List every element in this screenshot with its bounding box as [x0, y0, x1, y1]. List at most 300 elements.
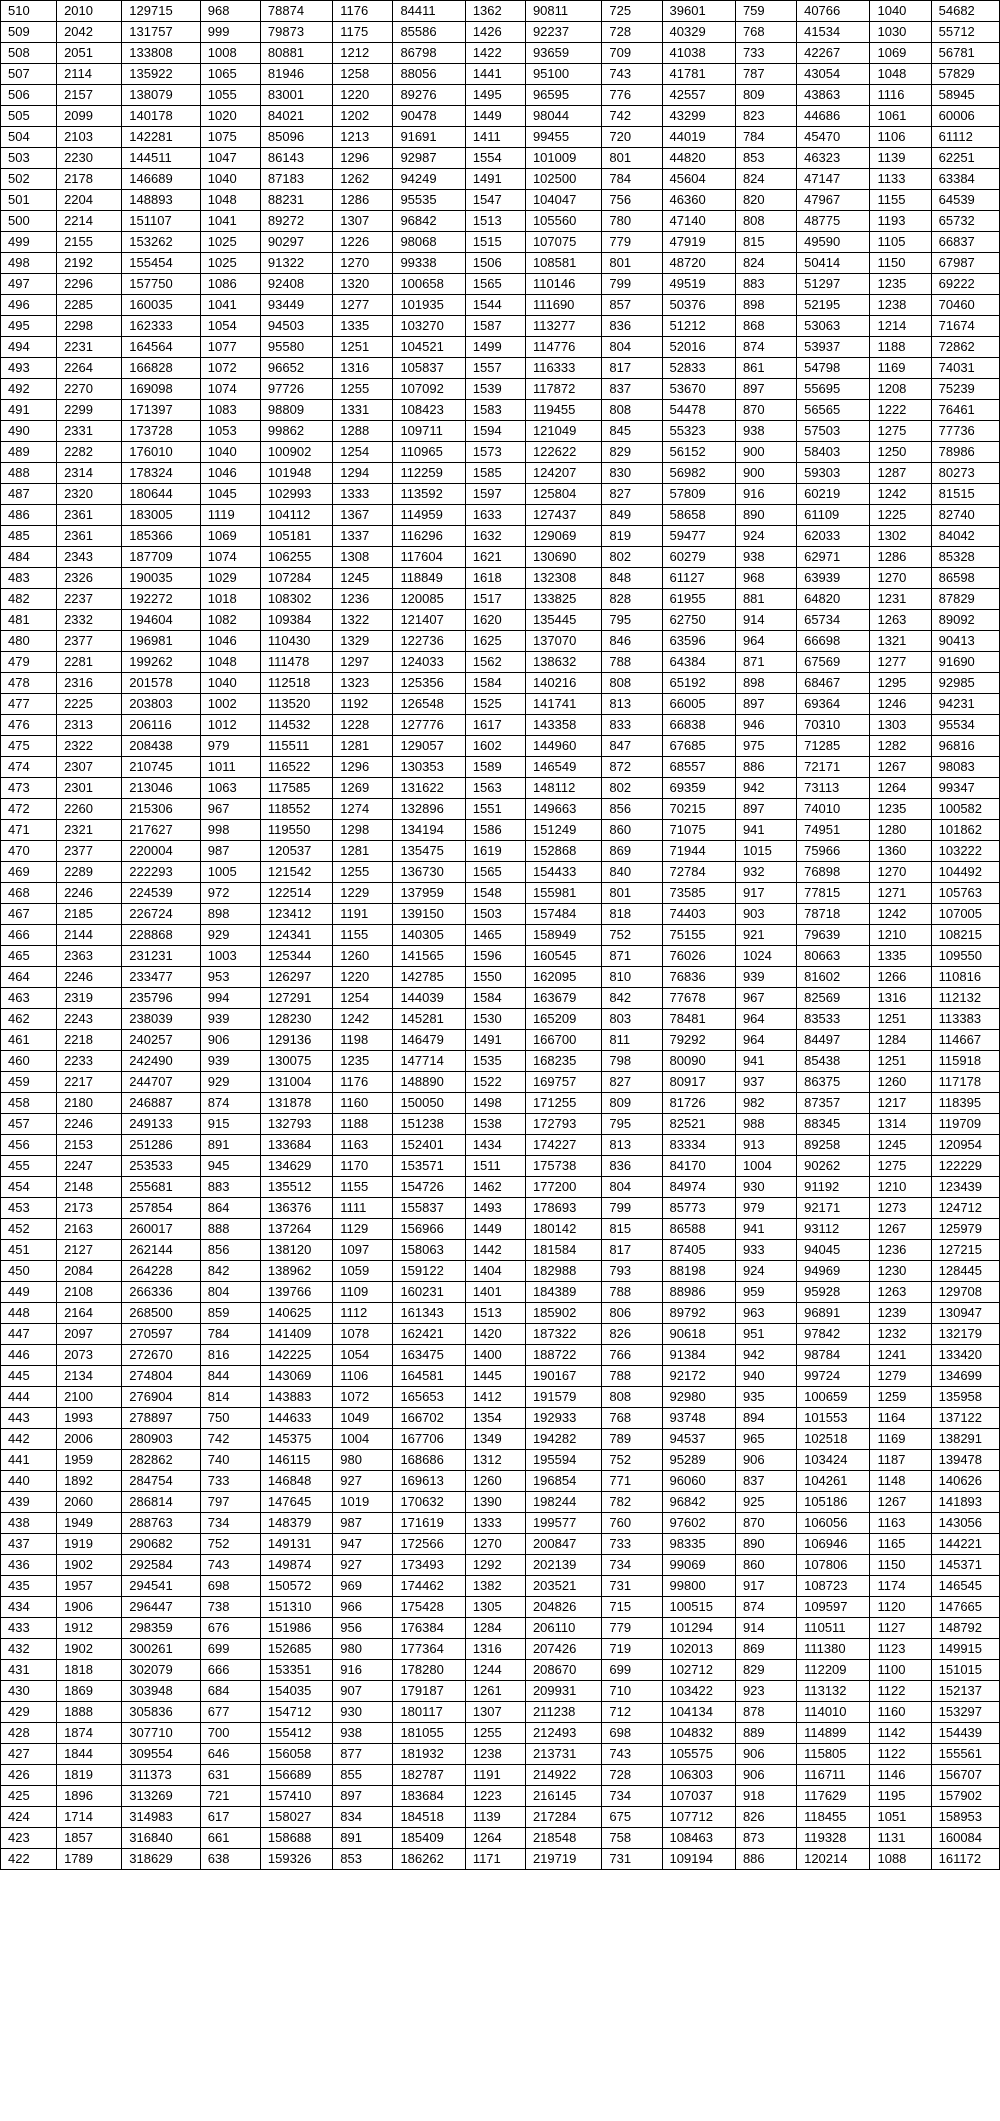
table-cell: 929	[200, 1072, 260, 1093]
table-cell: 914	[735, 1618, 796, 1639]
table-cell: 422	[1, 1849, 57, 1870]
table-cell: 495	[1, 316, 57, 337]
table-cell: 2322	[57, 736, 122, 757]
table-cell: 156707	[931, 1765, 999, 1786]
table-cell: 159326	[260, 1849, 332, 1870]
table-cell: 859	[200, 1303, 260, 1324]
table-cell: 257854	[122, 1198, 200, 1219]
table-cell: 114776	[525, 337, 601, 358]
table-cell: 149915	[931, 1639, 999, 1660]
table-cell: 1119	[200, 505, 260, 526]
table-row	[1, 1765, 1000, 1786]
table-cell: 1222	[870, 400, 931, 421]
table-cell: 802	[602, 547, 662, 568]
table-cell: 1242	[870, 904, 931, 925]
table-cell: 924	[735, 1261, 796, 1282]
table-cell: 136376	[260, 1198, 332, 1219]
table-cell: 97602	[662, 1513, 735, 1534]
table-cell: 898	[200, 904, 260, 925]
table-cell: 734	[602, 1786, 662, 1807]
table-cell: 818	[602, 904, 662, 925]
table-cell: 40329	[662, 22, 735, 43]
table-cell: 461	[1, 1030, 57, 1051]
table-cell: 145375	[260, 1429, 332, 1450]
table-cell: 117629	[797, 1786, 870, 1807]
table-cell: 85328	[931, 547, 999, 568]
table-cell: 1550	[465, 967, 525, 988]
table-cell: 107092	[393, 379, 465, 400]
table-cell: 102518	[797, 1429, 870, 1450]
table-cell: 1111	[333, 1198, 393, 1219]
table-row	[1, 652, 1000, 673]
table-cell: 168235	[525, 1051, 601, 1072]
table-cell: 965	[735, 1429, 796, 1450]
table-row	[1, 169, 1000, 190]
table-cell: 1082	[200, 610, 260, 631]
table-row	[1, 1345, 1000, 1366]
table-cell: 124341	[260, 925, 332, 946]
table-cell: 1583	[465, 400, 525, 421]
table-cell: 731	[602, 1576, 662, 1597]
table-cell: 1321	[870, 631, 931, 652]
table-cell: 56565	[797, 400, 870, 421]
table-cell: 72171	[797, 757, 870, 778]
table-cell: 60006	[931, 106, 999, 127]
table-cell: 212493	[525, 1723, 601, 1744]
table-cell: 891	[200, 1135, 260, 1156]
table-cell: 869	[735, 1639, 796, 1660]
table-cell: 1585	[465, 463, 525, 484]
table-cell: 76898	[797, 862, 870, 883]
table-cell: 804	[602, 1177, 662, 1198]
table-cell: 116522	[260, 757, 332, 778]
table-cell: 133684	[260, 1135, 332, 1156]
table-cell: 288763	[122, 1513, 200, 1534]
table-cell: 1051	[870, 1807, 931, 1828]
table-cell: 756	[602, 190, 662, 211]
table-row	[1, 1429, 1000, 1450]
table-cell: 2363	[57, 946, 122, 967]
table-cell: 1048	[200, 190, 260, 211]
table-cell: 226724	[122, 904, 200, 925]
table-cell: 85438	[797, 1051, 870, 1072]
table-cell: 1525	[465, 694, 525, 715]
table-cell: 93659	[525, 43, 601, 64]
table-cell: 1279	[870, 1366, 931, 1387]
table-cell: 209931	[525, 1681, 601, 1702]
table-cell: 110146	[525, 274, 601, 295]
table-cell: 710	[602, 1681, 662, 1702]
table-cell: 455	[1, 1156, 57, 1177]
table-cell: 143056	[931, 1513, 999, 1534]
table-cell: 848	[602, 568, 662, 589]
table-cell: 493	[1, 358, 57, 379]
table-cell: 171255	[525, 1093, 601, 1114]
table-cell: 128230	[260, 1009, 332, 1030]
table-cell: 70215	[662, 799, 735, 820]
table-cell: 135445	[525, 610, 601, 631]
table-cell: 1251	[870, 1051, 931, 1072]
table-cell: 939	[200, 1051, 260, 1072]
table-cell: 617	[200, 1807, 260, 1828]
table-cell: 86143	[260, 148, 332, 169]
table-cell: 1261	[465, 1681, 525, 1702]
table-row	[1, 862, 1000, 883]
table-cell: 1390	[465, 1492, 525, 1513]
table-cell: 1401	[465, 1282, 525, 1303]
table-cell: 1123	[870, 1639, 931, 1660]
table-cell: 165653	[393, 1387, 465, 1408]
table-cell: 90413	[931, 631, 999, 652]
table-row	[1, 1786, 1000, 1807]
table-cell: 2100	[57, 1387, 122, 1408]
table-cell: 2180	[57, 1093, 122, 1114]
table-cell: 71674	[931, 316, 999, 337]
table-cell: 742	[602, 106, 662, 127]
table-cell: 97726	[260, 379, 332, 400]
table-cell: 2157	[57, 85, 122, 106]
table-cell: 151986	[260, 1618, 332, 1639]
table-cell: 1274	[333, 799, 393, 820]
table-cell: 449	[1, 1282, 57, 1303]
table-cell: 897	[735, 379, 796, 400]
table-cell: 1086	[200, 274, 260, 295]
table-cell: 1048	[200, 652, 260, 673]
table-cell: 47919	[662, 232, 735, 253]
table-row	[1, 526, 1000, 547]
table-row	[1, 610, 1000, 631]
table-cell: 133808	[122, 43, 200, 64]
table-cell: 467	[1, 904, 57, 925]
table-cell: 2281	[57, 652, 122, 673]
table-cell: 93449	[260, 295, 332, 316]
table-cell: 801	[602, 253, 662, 274]
table-cell: 1906	[57, 1597, 122, 1618]
table-cell: 1337	[333, 526, 393, 547]
table-cell: 869	[602, 841, 662, 862]
table-cell: 918	[735, 1786, 796, 1807]
table-cell: 776	[602, 85, 662, 106]
table-cell: 114959	[393, 505, 465, 526]
table-cell: 1270	[333, 253, 393, 274]
table-cell: 1287	[870, 463, 931, 484]
table-cell: 454	[1, 1177, 57, 1198]
table-cell: 282862	[122, 1450, 200, 1471]
table-cell: 115511	[260, 736, 332, 757]
table-cell: 631	[200, 1765, 260, 1786]
table-row	[1, 1492, 1000, 1513]
table-cell: 183684	[393, 1786, 465, 1807]
table-cell: 307710	[122, 1723, 200, 1744]
table-cell: 968	[735, 568, 796, 589]
table-row	[1, 1849, 1000, 1870]
table-cell: 941	[735, 820, 796, 841]
table-cell: 1155	[333, 925, 393, 946]
table-cell: 1493	[465, 1198, 525, 1219]
table-cell: 871	[735, 652, 796, 673]
table-cell: 66838	[662, 715, 735, 736]
table-cell: 94249	[393, 169, 465, 190]
table-cell: 474	[1, 757, 57, 778]
table-cell: 109597	[797, 1597, 870, 1618]
table-cell: 804	[602, 337, 662, 358]
table-cell: 1191	[465, 1765, 525, 1786]
table-row	[1, 1366, 1000, 1387]
table-cell: 233477	[122, 967, 200, 988]
table-cell: 92987	[393, 148, 465, 169]
table-cell: 1139	[870, 148, 931, 169]
table-row	[1, 883, 1000, 904]
table-cell: 980	[333, 1639, 393, 1660]
table-cell: 1295	[870, 673, 931, 694]
table-cell: 1005	[200, 862, 260, 883]
table-cell: 890	[735, 505, 796, 526]
table-cell: 62971	[797, 547, 870, 568]
table-cell: 122736	[393, 631, 465, 652]
table-cell: 94231	[931, 694, 999, 715]
table-cell: 92985	[931, 673, 999, 694]
table-cell: 94969	[797, 1261, 870, 1282]
table-cell: 1255	[333, 379, 393, 400]
table-row	[1, 1387, 1000, 1408]
table-cell: 210745	[122, 757, 200, 778]
table-cell: 203521	[525, 1576, 601, 1597]
table-cell: 63596	[662, 631, 735, 652]
table-cell: 171397	[122, 400, 200, 421]
table-cell: 2173	[57, 1198, 122, 1219]
table-cell: 78481	[662, 1009, 735, 1030]
table-cell: 431	[1, 1660, 57, 1681]
table-cell: 146115	[260, 1450, 332, 1471]
table-cell: 61109	[797, 505, 870, 526]
table-cell: 2127	[57, 1240, 122, 1261]
table-cell: 482	[1, 589, 57, 610]
table-cell: 156966	[393, 1219, 465, 1240]
table-cell: 69222	[931, 274, 999, 295]
table-cell: 923	[735, 1681, 796, 1702]
table-cell: 489	[1, 442, 57, 463]
table-cell: 438	[1, 1513, 57, 1534]
table-cell: 2192	[57, 253, 122, 274]
table-row	[1, 1240, 1000, 1261]
table-cell: 700	[200, 1723, 260, 1744]
table-cell: 100582	[931, 799, 999, 820]
table-cell: 780	[602, 211, 662, 232]
table-cell: 98044	[525, 106, 601, 127]
table-cell: 816	[200, 1345, 260, 1366]
table-cell: 194604	[122, 610, 200, 631]
table-cell: 158027	[260, 1807, 332, 1828]
table-cell: 192272	[122, 589, 200, 610]
table-cell: 163475	[393, 1345, 465, 1366]
table-cell: 426	[1, 1765, 57, 1786]
table-cell: 1273	[870, 1198, 931, 1219]
table-cell: 313269	[122, 1786, 200, 1807]
table-cell: 817	[602, 1240, 662, 1261]
table-cell: 280903	[122, 1429, 200, 1450]
table-cell: 1074	[200, 547, 260, 568]
table-cell: 114667	[931, 1030, 999, 1051]
table-cell: 972	[200, 883, 260, 904]
table-cell: 213731	[525, 1744, 601, 1765]
table-cell: 96842	[393, 211, 465, 232]
table-cell: 149131	[260, 1534, 332, 1555]
table-cell: 969	[333, 1576, 393, 1597]
table-cell: 149874	[260, 1555, 332, 1576]
table-cell: 485	[1, 526, 57, 547]
table-cell: 2060	[57, 1492, 122, 1513]
table-row	[1, 1156, 1000, 1177]
table-cell: 1434	[465, 1135, 525, 1156]
table-cell: 938	[735, 421, 796, 442]
table-cell: 994	[200, 988, 260, 1009]
table-cell: 103424	[797, 1450, 870, 1471]
table-cell: 987	[200, 841, 260, 862]
table-cell: 94045	[797, 1240, 870, 1261]
table-cell: 169757	[525, 1072, 601, 1093]
table-cell: 151249	[525, 820, 601, 841]
table-cell: 964	[735, 1009, 796, 1030]
table-cell: 1288	[333, 421, 393, 442]
table-row	[1, 1114, 1000, 1135]
table-row	[1, 988, 1000, 1009]
table-cell: 1129	[333, 1219, 393, 1240]
table-row	[1, 967, 1000, 988]
table-cell: 253533	[122, 1156, 200, 1177]
table-cell: 143883	[260, 1387, 332, 1408]
table-cell: 808	[602, 400, 662, 421]
table-cell: 503	[1, 148, 57, 169]
table-cell: 67569	[797, 652, 870, 673]
table-cell: 222293	[122, 862, 200, 883]
table-cell: 88198	[662, 1261, 735, 1282]
table-cell: 166828	[122, 358, 200, 379]
table-cell: 113383	[931, 1009, 999, 1030]
table-cell: 469	[1, 862, 57, 883]
table-cell: 1235	[870, 799, 931, 820]
table-cell: 154439	[931, 1723, 999, 1744]
table-cell: 1449	[465, 106, 525, 127]
table-cell: 80273	[931, 463, 999, 484]
table-cell: 828	[602, 589, 662, 610]
table-cell: 803	[602, 1009, 662, 1030]
table-cell: 106303	[662, 1765, 735, 1786]
table-cell: 82569	[797, 988, 870, 1009]
table-cell: 1286	[333, 190, 393, 211]
table-cell: 1254	[333, 988, 393, 1009]
table-cell: 214922	[525, 1765, 601, 1786]
table-cell: 144039	[393, 988, 465, 1009]
table-cell: 278897	[122, 1408, 200, 1429]
table-cell: 1449	[465, 1219, 525, 1240]
table-cell: 55323	[662, 421, 735, 442]
table-cell: 53063	[797, 316, 870, 337]
table-cell: 1530	[465, 1009, 525, 1030]
table-cell: 102993	[260, 484, 332, 505]
table-cell: 464	[1, 967, 57, 988]
table-cell: 1404	[465, 1261, 525, 1282]
table-cell: 847	[602, 736, 662, 757]
table-cell: 1011	[200, 757, 260, 778]
table-cell: 181584	[525, 1240, 601, 1261]
table-cell: 1264	[465, 1828, 525, 1849]
table-cell: 125979	[931, 1219, 999, 1240]
table-cell: 78874	[260, 1, 332, 22]
table-cell: 498	[1, 253, 57, 274]
table-cell: 646	[200, 1744, 260, 1765]
table-cell: 917	[735, 1576, 796, 1597]
table-cell: 40766	[797, 1, 870, 22]
table-cell: 160084	[931, 1828, 999, 1849]
table-cell: 1565	[465, 274, 525, 295]
table-cell: 779	[602, 232, 662, 253]
table-cell: 759	[735, 1, 796, 22]
table-cell: 99069	[662, 1555, 735, 1576]
table-cell: 453	[1, 1198, 57, 1219]
table-cell: 1046	[200, 631, 260, 652]
table-cell: 99862	[260, 421, 332, 442]
table-cell: 153297	[931, 1702, 999, 1723]
table-cell: 1620	[465, 610, 525, 631]
table-cell: 164581	[393, 1366, 465, 1387]
table-cell: 270597	[122, 1324, 200, 1345]
table-cell: 147665	[931, 1597, 999, 1618]
table-cell: 842	[602, 988, 662, 1009]
table-cell: 740	[200, 1450, 260, 1471]
table-cell: 782	[602, 1492, 662, 1513]
table-cell: 217284	[525, 1807, 601, 1828]
table-cell: 982	[735, 1093, 796, 1114]
table-cell: 979	[200, 736, 260, 757]
table-cell: 450	[1, 1261, 57, 1282]
table-cell: 154726	[393, 1177, 465, 1198]
table-row	[1, 1177, 1000, 1198]
table-cell: 76461	[931, 400, 999, 421]
table-cell: 115918	[931, 1051, 999, 1072]
table-cell: 1260	[465, 1471, 525, 1492]
table-cell: 72784	[662, 862, 735, 883]
table-cell: 90811	[525, 1, 601, 22]
table-cell: 2377	[57, 841, 122, 862]
table-cell: 1176	[333, 1072, 393, 1093]
table-cell: 1041	[200, 295, 260, 316]
table-cell: 2099	[57, 106, 122, 127]
table-row	[1, 1198, 1000, 1219]
table-cell: 1188	[333, 1114, 393, 1135]
table-cell: 108215	[931, 925, 999, 946]
table-row	[1, 1618, 1000, 1639]
table-cell: 125804	[525, 484, 601, 505]
table-row	[1, 547, 1000, 568]
table-body	[1, 1, 1000, 1870]
table-cell: 90297	[260, 232, 332, 253]
table-cell: 2114	[57, 64, 122, 85]
table-cell: 53937	[797, 337, 870, 358]
table-cell: 494	[1, 337, 57, 358]
table-cell: 83001	[260, 85, 332, 106]
table-cell: 1226	[333, 232, 393, 253]
table-cell: 158953	[931, 1807, 999, 1828]
table-cell: 184389	[525, 1282, 601, 1303]
table-cell: 219719	[525, 1849, 601, 1870]
table-cell: 87357	[797, 1093, 870, 1114]
table-cell: 294541	[122, 1576, 200, 1597]
table-cell: 66698	[797, 631, 870, 652]
table-cell: 180142	[525, 1219, 601, 1240]
table-cell: 2301	[57, 778, 122, 799]
table-cell: 1517	[465, 589, 525, 610]
table-cell: 856	[602, 799, 662, 820]
